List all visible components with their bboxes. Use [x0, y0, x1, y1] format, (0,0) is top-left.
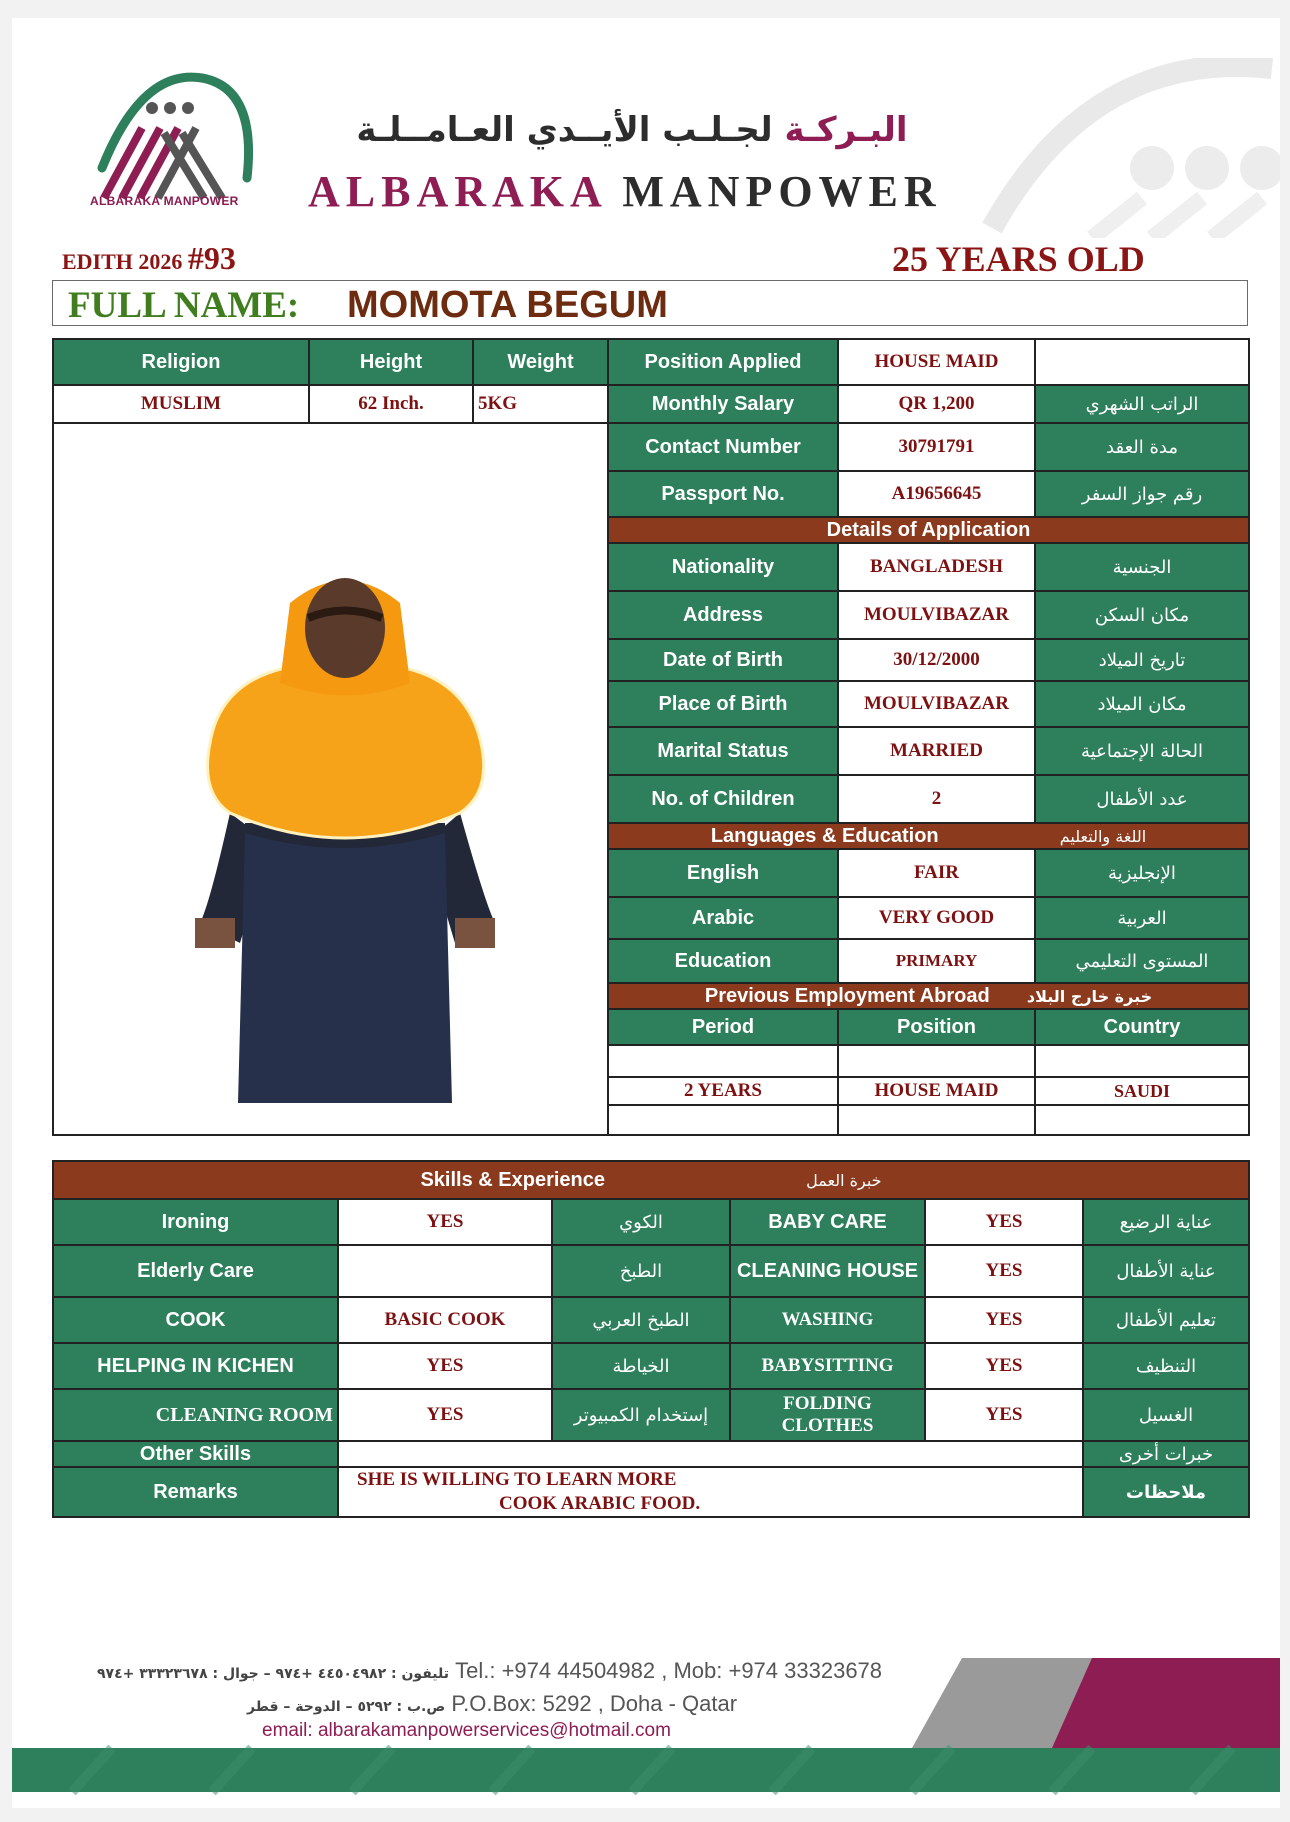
skill-arabic: الكوي [552, 1199, 730, 1245]
employment-title: Previous Employment Abroad [704, 984, 990, 1007]
skill-label: Ironing [53, 1199, 338, 1245]
language-value: VERY GOOD [838, 897, 1035, 939]
detail-label: Nationality [608, 543, 838, 591]
remarks-line-1: SHE IS WILLING TO LEARN MORE [357, 1469, 677, 1490]
employment-empty-cell [608, 1105, 838, 1135]
footer-pobox-line [247, 1691, 737, 1717]
skill-arabic-2: التنظيف [1083, 1343, 1249, 1389]
skill-label-2: FOLDING CLOTHES [730, 1389, 925, 1441]
remarks-value [338, 1467, 1083, 1517]
employment-section-title [608, 983, 1249, 1009]
skills-title: Skills & Experience [420, 1168, 605, 1191]
detail-value: BANGLADESH [838, 543, 1035, 591]
language-arabic: الإنجليزية [1035, 849, 1249, 897]
height-header: Height [309, 339, 473, 385]
detail-arabic: عدد الأطفال [1035, 775, 1249, 823]
detail-value: 30/12/2000 [838, 639, 1035, 681]
country-header: Country [1035, 1009, 1249, 1045]
language-label: English [608, 849, 838, 897]
other-skills-value [338, 1441, 1083, 1467]
logo-caption: ALBARAKA MANPOWER [90, 194, 239, 208]
remarks-label: Remarks [53, 1467, 338, 1517]
religion-header: Religion [53, 339, 309, 385]
skills-section-title [53, 1161, 1249, 1199]
religion-value: MUSLIM [53, 385, 309, 423]
edition-label [62, 240, 236, 277]
passport-label: Passport No. [608, 471, 838, 517]
footer-pobox: P.O.Box: 5292 , Doha - Qatar [451, 1691, 738, 1716]
employment-empty-cell [1035, 1045, 1249, 1077]
edition-prefix: EDITH 2026 [62, 249, 183, 274]
passport-arabic: رقم جواز السفر [1035, 471, 1249, 517]
skill-label: COOK [53, 1297, 338, 1343]
detail-arabic: تاريخ الميلاد [1035, 639, 1249, 681]
employment-empty-cell [838, 1105, 1035, 1135]
skill-value-2: YES [925, 1245, 1083, 1297]
employment-empty-cell [1035, 1105, 1249, 1135]
education-value: PRIMARY [838, 939, 1035, 983]
skill-value: YES [338, 1389, 552, 1441]
skill-value-2: YES [925, 1343, 1083, 1389]
position-value: HOUSE MAID [838, 339, 1035, 385]
age-label: 25 YEARS OLD [892, 239, 1145, 279]
skill-label: Elderly Care [53, 1245, 338, 1297]
footer-phone-arabic: تليفون : ٤٤٥٠٤٩٨٢ +٩٧٤ – جوال : ٣٣٣٢٣٦٧٨ +٩٧٤ [97, 1666, 449, 1682]
skill-value-2: YES [925, 1389, 1083, 1441]
full-name-value: MOMOTA BEGUM [347, 284, 668, 326]
contact-label: Contact Number [608, 423, 838, 471]
skills-title-arabic: خبرة العمل [806, 1170, 882, 1190]
employment-empty-cell [608, 1045, 838, 1077]
skill-value [338, 1245, 552, 1297]
detail-label: No. of Children [608, 775, 838, 823]
salary-value: QR 1,200 [838, 385, 1035, 423]
skill-value-2: YES [925, 1297, 1083, 1343]
skill-arabic: الخياطة [552, 1343, 730, 1389]
employment-period: 2 YEARS [608, 1077, 838, 1105]
footer-phone: Tel.: +974 44504982 , Mob: +974 33323678 [455, 1658, 883, 1683]
detail-arabic: الجنسية [1035, 543, 1249, 591]
skill-value: YES [338, 1199, 552, 1245]
detail-label: Address [608, 591, 838, 639]
position-header: Position [838, 1009, 1035, 1045]
language-value: FAIR [838, 849, 1035, 897]
company-name-english-2: MANPOWER [622, 167, 942, 216]
employment-position: HOUSE MAID [838, 1077, 1035, 1105]
contact-arabic: مدة العقد [1035, 423, 1249, 471]
skill-arabic: الطبخ [552, 1245, 730, 1297]
weight-value: 5KG [473, 385, 608, 423]
salary-arabic: الراتب الشهري [1035, 385, 1249, 423]
skill-label-2: BABY CARE [730, 1199, 925, 1245]
other-skills-label: Other Skills [53, 1441, 338, 1467]
detail-arabic: مكان السكن [1035, 591, 1249, 639]
skill-arabic: الطبخ العربي [552, 1297, 730, 1343]
skill-label: CLEANING ROOM [53, 1389, 338, 1441]
detail-arabic: الحالة الإجتماعية [1035, 727, 1249, 775]
weight-header: Weight [473, 339, 608, 385]
other-skills-arabic: خبرات أخرى [1083, 1441, 1249, 1467]
skill-value: BASIC COOK [338, 1297, 552, 1343]
skill-value: YES [338, 1343, 552, 1389]
skill-value-2: YES [925, 1199, 1083, 1245]
skill-arabic-2: عناية الرضيع [1083, 1199, 1249, 1245]
edition-number: #93 [187, 240, 236, 276]
education-label: Education [608, 939, 838, 983]
employment-empty-cell [838, 1045, 1035, 1077]
languages-title: Languages & Education [710, 824, 939, 847]
education-arabic: المستوى التعليمي [1035, 939, 1249, 983]
skill-arabic: إستخدام الكمبيوتر [552, 1389, 730, 1441]
position-empty [1035, 339, 1249, 385]
detail-value: MOULVIBAZAR [838, 591, 1035, 639]
skill-label-2: WASHING [730, 1297, 925, 1343]
languages-title-arabic: اللغة والتعليم [1059, 826, 1147, 846]
detail-value: MARRIED [838, 727, 1035, 775]
language-label: Arabic [608, 897, 838, 939]
full-name-label: FULL NAME: [68, 285, 300, 326]
detail-label: Date of Birth [608, 639, 838, 681]
language-arabic: العربية [1035, 897, 1249, 939]
skill-arabic-2: الغسيل [1083, 1389, 1249, 1441]
skill-label-2: CLEANING HOUSE [730, 1245, 925, 1297]
skill-arabic-2: تعليم الأطفال [1083, 1297, 1249, 1343]
company-name-arabic-brand: البـركـة [784, 110, 908, 150]
employment-title-arabic: خبرة خارج البلاد [1026, 986, 1153, 1006]
footer-email: email: albarakamanpowerservices@hotmail.com [262, 1720, 671, 1741]
candidate-photo [190, 563, 500, 1103]
detail-label: Marital Status [608, 727, 838, 775]
skills-table [52, 1160, 1250, 1518]
detail-value: MOULVIBAZAR [838, 681, 1035, 727]
footer-phone-line [97, 1658, 882, 1684]
footer-pobox-arabic: ص.ب : ٥٢٩٢ – الدوحة – قطر [247, 1699, 446, 1715]
company-name-english-1: ALBARAKA [308, 167, 606, 216]
skill-label: HELPING IN KICHEN [53, 1343, 338, 1389]
skill-arabic-2: عناية الأطفال [1083, 1245, 1249, 1297]
period-header: Period [608, 1009, 838, 1045]
employment-country: SAUDI [1035, 1077, 1249, 1105]
remarks-arabic: ملاحظات [1083, 1467, 1249, 1517]
watermark-logo-icon [972, 58, 1280, 238]
passport-value: A19656645 [838, 471, 1035, 517]
position-label: Position Applied [608, 339, 838, 385]
contact-value: 30791791 [838, 423, 1035, 471]
company-name-english [308, 166, 942, 217]
salary-label: Monthly Salary [608, 385, 838, 423]
languages-section-title [608, 823, 1249, 849]
detail-label: Place of Birth [608, 681, 838, 727]
height-value: 62 Inch. [309, 385, 473, 423]
remarks-line-2: COOK ARABIC FOOD. [499, 1493, 701, 1514]
detail-value: 2 [838, 775, 1035, 823]
skill-label-2: BABYSITTING [730, 1343, 925, 1389]
company-name-arabic [302, 110, 962, 150]
cv-page [12, 18, 1280, 1808]
details-section-title: Details of Application [608, 517, 1249, 543]
detail-arabic: مكان الميلاد [1035, 681, 1249, 727]
company-name-arabic-rest: لجـلـب الأيــدي العـامــلـة [356, 110, 773, 150]
